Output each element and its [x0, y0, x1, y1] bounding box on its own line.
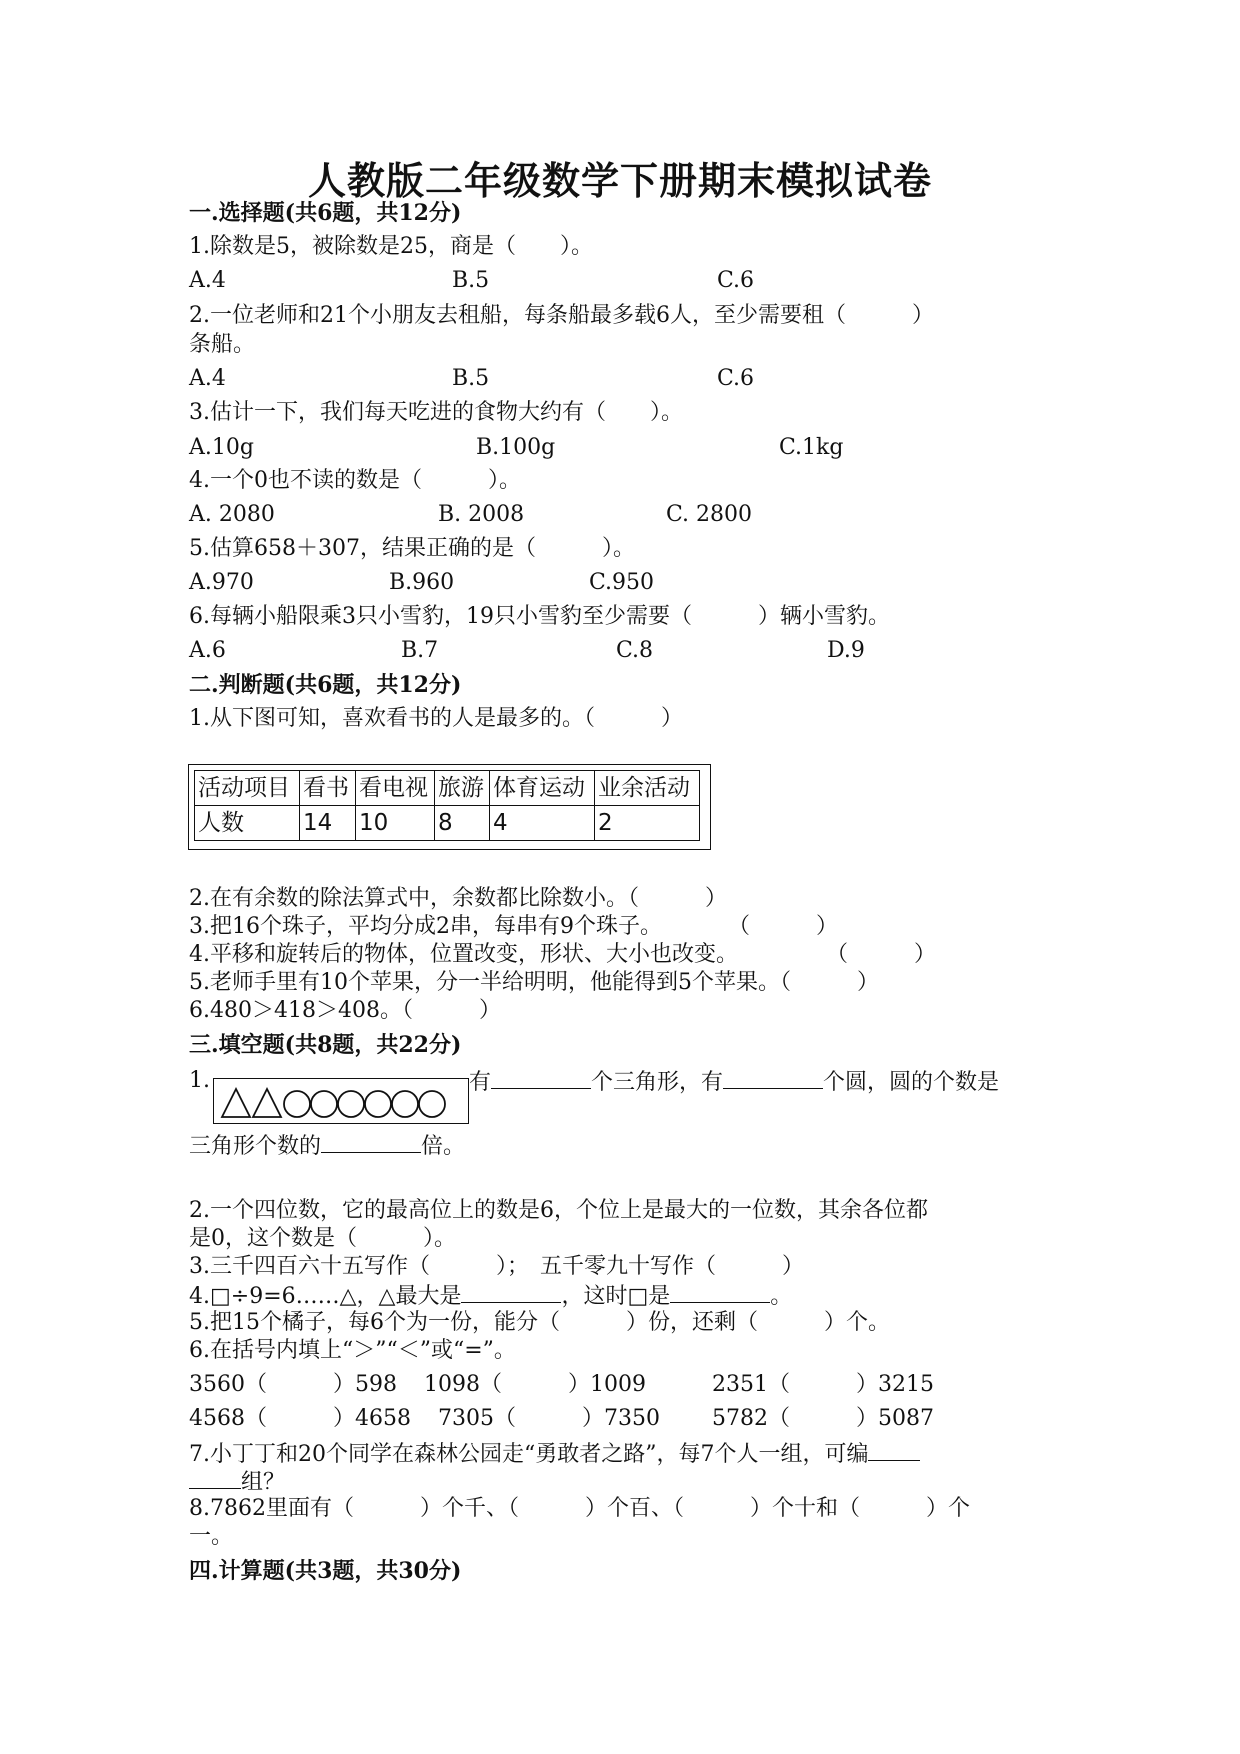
fill-q1-blank-times[interactable] — [321, 1130, 421, 1153]
fill-q1-text-d: 三角形个数的 — [189, 1134, 322, 1159]
fill-q3: 3.三千四百六十五写作（ ）； 五千零九十写作（ ） — [189, 1254, 804, 1279]
fill-q7-blank[interactable] — [868, 1438, 920, 1461]
choice-q4: 4.一个0也不读的数是（ ）。 — [189, 468, 521, 493]
triangle-shape — [253, 1089, 281, 1117]
table-header-cell: 旅游 — [435, 771, 490, 806]
circle-shape — [284, 1091, 310, 1117]
fill-q4-blank-dividend[interactable] — [670, 1280, 770, 1303]
choice-q5-option-b: B.960 — [389, 570, 455, 595]
compare-item: 5782（ ）5087 — [712, 1406, 934, 1431]
section-judge-heading: 二.判断题(共6题，共12分) — [189, 672, 462, 698]
table-cell: 10 — [356, 806, 435, 841]
choice-q1-option-c: C.6 — [717, 268, 755, 293]
choice-q1-option-a: A.4 — [189, 268, 226, 293]
table-header-cell: 业余活动 — [595, 771, 700, 806]
exam-title: 人教版二年级数学下册期末模拟试卷 — [307, 158, 932, 203]
choice-q6: 6.每辆小船限乘3只小雪豹，19只小雪豹至少需要（ ）辆小雪豹。 — [189, 604, 890, 629]
compare-item: 4568（ ）4658 — [189, 1406, 411, 1431]
choice-q6-option-c: C.8 — [616, 638, 654, 663]
circle-shape — [419, 1091, 445, 1117]
fill-q8-line2: 一。 — [189, 1524, 234, 1549]
choice-q4-option-c: C. 2800 — [666, 502, 753, 527]
choice-q3-option-c: C.1kg — [779, 435, 844, 460]
fill-q1-line2 — [189, 1130, 465, 1162]
judge-q6: 6.480＞418＞408。（ ） — [189, 998, 501, 1023]
fill-q2-line2: 是0，这个数是（ ）。 — [189, 1226, 456, 1251]
judge-q3: 3.把16个珠子，平均分成2串，每串有9个珠子。 （ ） — [189, 914, 838, 939]
judge-q5: 5.老师手里有10个苹果，分一半给明明，他能得到5个苹果。（ ） — [189, 970, 879, 995]
table-header-cell: 活动项目 — [195, 771, 300, 806]
fill-q1-text-e: 倍。 — [421, 1134, 466, 1159]
choice-q2-line1: 2.一位老师和21个小朋友去租船，每条船最多载6人，至少需要租（ ） — [189, 303, 934, 328]
fill-q5: 5.把15个橘子，每6个为一份，能分（ ）份，还剩（ ）个。 — [189, 1310, 890, 1335]
choice-q2-option-b: B.5 — [452, 366, 490, 391]
choice-q4-option-a: A. 2080 — [189, 502, 275, 527]
fill-q1-blank-circles[interactable] — [723, 1066, 823, 1089]
choice-q3-option-b: B.100g — [476, 435, 556, 460]
fill-q1-number: 1. — [189, 1068, 210, 1093]
fill-q4-text-a: 4.□÷9=6……△，△最大是 — [189, 1284, 462, 1309]
fill-q4-blank-remainder[interactable] — [461, 1280, 561, 1303]
table-header-cell: 体育运动 — [490, 771, 595, 806]
table-row — [195, 771, 700, 806]
choice-q1-option-b: B.5 — [452, 268, 490, 293]
fill-q1-text-b: 个三角形，有 — [591, 1070, 724, 1095]
choice-q5: 5.估算658＋307，结果正确的是（ ）。 — [189, 536, 635, 561]
compare-item: 3560（ ）598 — [189, 1372, 397, 1397]
table-header-cell: 看书 — [300, 771, 356, 806]
choice-q6-option-a: A.6 — [189, 638, 226, 663]
fill-q8-line1: 8.7862里面有（ ）个千、（ ）个百、（ ）个十和（ ）个 — [189, 1496, 970, 1521]
judge-q2: 2.在有余数的除法算式中，余数都比除数小。（ ） — [189, 886, 727, 911]
judge-q1: 1.从下图可知，喜欢看书的人是最多的。（ ） — [189, 706, 683, 731]
choice-q1: 1.除数是5，被除数是25，商是（ ）。 — [189, 234, 593, 259]
fill-q1-blank-triangles[interactable] — [491, 1066, 591, 1089]
fill-q7-text-a: 7.小丁丁和20个同学在森林公园走“勇敢者之路”，每7个人一组，可编 — [189, 1442, 869, 1467]
circle-shape — [311, 1091, 337, 1117]
choice-q4-option-b: B. 2008 — [438, 502, 525, 527]
fill-q7-line1 — [189, 1438, 920, 1470]
choice-q6-option-b: B.7 — [401, 638, 439, 663]
table-cell: 14 — [300, 806, 356, 841]
fill-q1-line1 — [469, 1066, 999, 1098]
choice-q2-option-a: A.4 — [189, 366, 226, 391]
choice-q2-option-c: C.6 — [717, 366, 755, 391]
choice-q3-option-a: A.10g — [189, 435, 254, 460]
choice-q3: 3.估计一下，我们每天吃进的食物大约有（ ）。 — [189, 400, 683, 425]
choice-q2-line2: 条船。 — [189, 332, 256, 357]
compare-item: 7305（ ）7350 — [438, 1406, 660, 1431]
table-cell: 2 — [595, 806, 700, 841]
fill-q1-text-a: 有 — [469, 1070, 492, 1095]
table-row — [195, 806, 700, 841]
shapes-figure-svg — [214, 1079, 468, 1123]
fill-q1-text-c: 个圆，圆的个数是 — [823, 1070, 1000, 1095]
fill-q4-text-b: ，这时□是 — [561, 1284, 671, 1309]
judge-q4: 4.平移和旋转后的物体，位置改变，形状、大小也改变。 （ ） — [189, 942, 936, 967]
choice-q6-option-d: D.9 — [827, 638, 865, 663]
section-choice-heading: 一.选择题(共6题，共12分) — [189, 200, 462, 226]
table-header-cell: 看电视 — [356, 771, 435, 806]
shapes-figure — [213, 1078, 469, 1124]
triangle-shape — [222, 1089, 250, 1117]
compare-item: 2351（ ）3215 — [712, 1372, 934, 1397]
compare-item: 1098（ ）1009 — [424, 1372, 646, 1397]
fill-q7-text-b: 组？ — [241, 1470, 286, 1495]
section-fill-heading: 三.填空题(共8题，共22分) — [189, 1032, 462, 1058]
circle-shape — [365, 1091, 391, 1117]
section-calc-heading: 四.计算题(共3题，共30分) — [189, 1558, 462, 1584]
fill-q7-blank-cont[interactable] — [189, 1466, 241, 1489]
activity-table — [194, 770, 700, 841]
circle-shape — [338, 1091, 364, 1117]
fill-q4-text-c: 。 — [770, 1284, 793, 1309]
table-cell: 人数 — [195, 806, 300, 841]
table-cell: 8 — [435, 806, 490, 841]
fill-q6: 6.在括号内填上“＞”“＜”或“=”。 — [189, 1338, 516, 1363]
table-cell: 4 — [490, 806, 595, 841]
choice-q5-option-a: A.970 — [189, 570, 254, 595]
choice-q5-option-c: C.950 — [589, 570, 655, 595]
fill-q2-line1: 2.一个四位数，它的最高位上的数是6，个位上是最大的一位数，其余各位都 — [189, 1198, 928, 1223]
circle-shape — [392, 1091, 418, 1117]
